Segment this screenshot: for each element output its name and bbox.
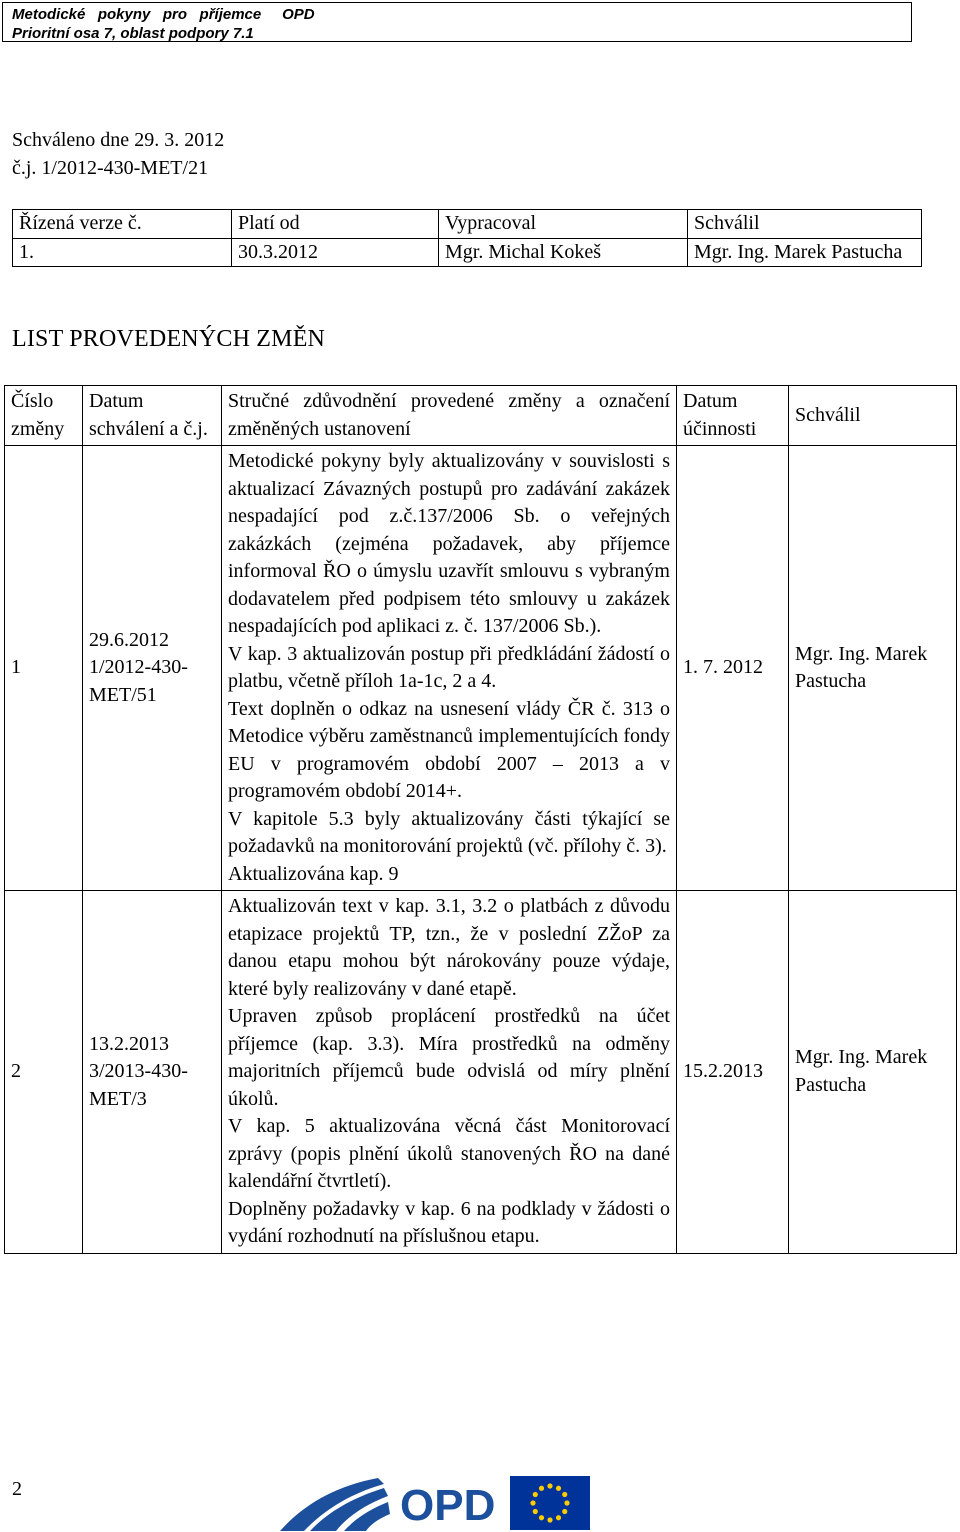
desc-paragraph: Aktualizován text v kap. 3.1, 3.2 o platbách z důvodu etapizace projektů TP, tzn., že v poslední ZŽoP za danou etapu mohou být nárokovány pouze výdaje, které byly realizovány v dané etapě. [228,895,670,1000]
eu-star [547,1483,552,1488]
approval-date: Schváleno dne 29. 3. 2012 [12,129,225,151]
version-cell: 30.3.2012 [232,238,439,267]
road-icon [280,1478,390,1531]
version-cell: Mgr. Michal Kokeš [439,238,688,267]
desc-paragraph: V kap. 5 aktualizována věcná část Monitorovací zprávy (popis plnění úkolů stanovených ŘO na dané kalendářní čtvrtletí). [228,1115,670,1192]
eu-star [564,1500,569,1505]
change-desc-cell [222,446,677,891]
version-header-row [13,210,922,239]
change-desc-cell [222,891,677,1254]
reference-number: č.j. 1/2012-430-MET/21 [12,157,209,179]
eu-star [533,1492,538,1497]
logo-text: OPD [400,1481,496,1530]
eu-star [562,1509,567,1514]
change-number: 1 [5,446,83,891]
version-header-cell: Řízená verze č. [13,210,232,239]
version-cell: 1. [13,238,232,267]
eu-star [562,1492,567,1497]
change-date-cell [83,446,222,891]
changes-table [4,385,957,1254]
change-approved-by: Mgr. Ing. Marek Pastucha [789,891,957,1254]
change-date: 29.6.2012 [89,628,169,651]
header-date: Datum schválení a č.j. [83,386,222,446]
eu-star [539,1515,544,1520]
version-header-cell: Schválil [688,210,922,239]
changes-row [5,891,957,1254]
change-ref: 1/2012-430-MET/51 [89,656,188,706]
changes-row [5,446,957,891]
change-ref: 3/2013-430-MET/3 [89,1060,188,1110]
change-date: 13.2.2013 [89,1032,169,1055]
change-effective: 1. 7. 2012 [677,446,789,891]
header-desc: Stručné zdůvodnění provedené změny a označení změněných ustanovení [222,386,677,446]
header-approved-by: Schválil [789,386,957,446]
header-number: Číslo změny [5,386,83,446]
desc-paragraph: V kapitole 5.3 byly aktualizovány části týkající se požadavků na monitorování projektů (vč. přílohy č. 3). [228,807,670,857]
changes-header-row [5,386,957,446]
eu-star [539,1486,544,1491]
eu-star [530,1500,535,1505]
version-row [13,238,922,267]
changes-title: LIST PROVEDENÝCH ZMĚN [12,326,326,352]
version-table [12,209,922,267]
change-number: 2 [5,891,83,1254]
change-date-cell [83,891,222,1254]
desc-paragraph: Metodické pokyny byly aktualizovány v souvislosti s aktualizací Závazných postupů pro zadávání zakázek nespadající pod z.č.137/2006 Sb. o veřejných zakázkách (zejména požadavek, aby příjemce informoval ŘO o úmyslu uzavřít smlouvu s vybraným dodavatelem před podpisem této smlouvy u zakázek nespadajících pod aplikaci z. č. 137/2006 Sb.). [228,450,670,637]
desc-paragraph: Text doplněn o odkaz na usnesení vlády ČR č. 313 o Metodice výběru zaměstnanců implementujících fondy EU v programovém období 2007 – 2013 a v programovém období 2014+. [228,697,670,802]
opd-logo [274,1474,594,1532]
eu-star [533,1509,538,1514]
change-effective: 15.2.2013 [677,891,789,1254]
header-line-1: Metodické pokyny pro příjemce OPD [12,6,315,23]
desc-paragraph: Upraven způsob proplácení prostředků na účet příjemce (kap. 3.3). Míra prostředků na odměny majoritních příjemců bude odvislá od míry plnění úkolů. [228,1005,670,1110]
header-effective: Datum účinnosti [677,386,789,446]
eu-star [556,1515,561,1520]
eu-star [556,1486,561,1491]
eu-star [547,1517,552,1522]
running-header [2,2,912,42]
desc-paragraph: Doplněny požadavky v kap. 6 na podklady v žádosti o vydání rozhodnutí na příslušnou etapu. [228,1197,670,1247]
version-header-cell: Platí od [232,210,439,239]
version-header-cell: Vypracoval [439,210,688,239]
desc-paragraph: V kap. 3 aktualizován postup při předkládání žádostí o platbu, včetně příloh 1a-1c, 2 a 4. [228,642,670,692]
page-number: 2 [12,1478,22,1500]
change-approved-by: Mgr. Ing. Marek Pastucha [789,446,957,891]
version-cell: Mgr. Ing. Marek Pastucha [688,238,922,267]
header-line-2: Prioritní osa 7, oblast podpory 7.1 [12,25,254,42]
desc-paragraph: Aktualizována kap. 9 [228,862,399,885]
